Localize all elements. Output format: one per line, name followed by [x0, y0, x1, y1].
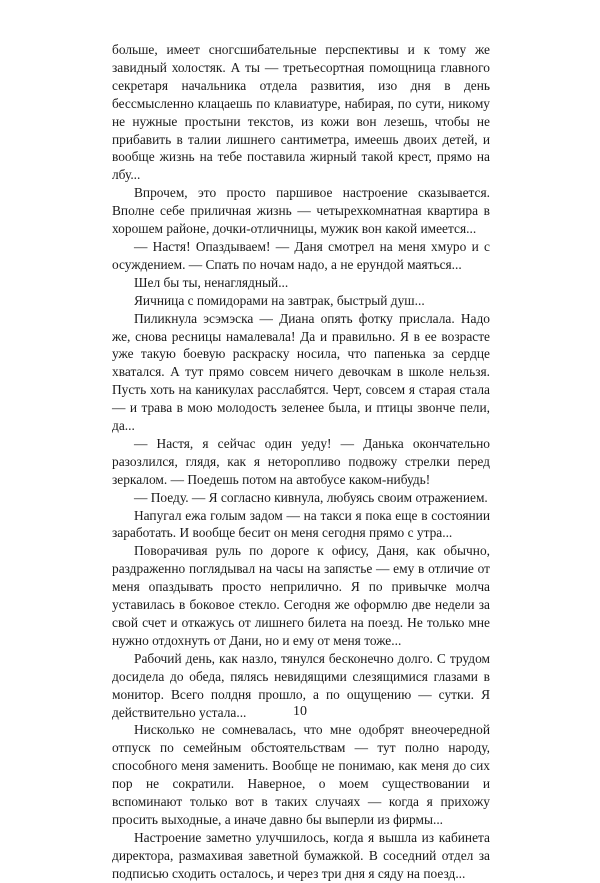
paragraph: Нисколько не сомневалась, что мне одобрят внеочередной отпуск по семейным обстоятельствам — тут полно народу, способного меня заменить. Вообще не понимаю, как меня до сих пор не сократили. Наверное, о моем существовании и вспоминают только вот в таких случаях — когда я прихожу просить выходные, а иначе давно бы выперли из фирмы...: [112, 722, 490, 827]
paragraph: Пиликнула эсэмэска — Диана опять фотку прислала. Надо же, снова ресницы намалевала! Да и правильно. Я в ее возрасте уже такую боевую раскраску носила, что папенька за сердце хватался. А тут прямо совсем ничего девочкам в школе нельзя. Пусть хоть на каникулах расслабятся. Черт, совсем я старая стала — и трава в мою молодость зеленее была, и птицы звонче пели, да...: [112, 310, 490, 434]
paragraph: больше, имеет сногсшибательные перспективы и к тому же завидный холостяк. А ты — третьесортная помощница главного секретаря начальника отдела развития, изо дня в день бессмысленно клацаешь по клавиатуре, набирая, по сути, никому не нужные простыни текстов, из кожи вон лезешь, чтобы не прибавить в талии лишнего сантиметра, имеешь двоих детей, и вообще жизнь на тебе поставила жирный такой крест, прямо на лбу...: [112, 42, 490, 183]
paragraph: — Настя, я сейчас один уеду! — Данька окончательно разозлился, глядя, как я неторопливо подвожу стрелки перед зеркалом. — Поедешь потом на автобусе каком-нибудь!: [112, 435, 490, 487]
paragraph: Поворачивая руль по дороге к офису, Даня, как обычно, раздраженно поглядывал на часы на запястье — ему в отличие от меня опаздывать просто неприлично. Я по привычке молча уставилась в боковое стекло. Сегодня же оформлю две недели за свой счет и откажусь от лишнего билета на поезд. Не только мне нужно отдохнуть от Дани, но и ему от меня тоже...: [112, 543, 490, 648]
paragraph: Впрочем, это просто паршивое настроение сказывается. Вполне себе приличная жизнь — четырехкомнатная квартира в хорошем районе, дочки-отличницы, мужик вон какой имеется...: [112, 185, 490, 237]
paragraph: Шел бы ты, ненаглядный...: [134, 274, 289, 290]
paragraph: — Настя! Опаздываем! — Даня смотрел на меня хмуро и с осуждением. — Спать по ночам надо, а не ерундой маяться...: [112, 238, 490, 272]
paragraph: Рабочий день, как назло, тянулся бесконечно долго. С трудом досидела до обеда, пялясь невидящими слезящимися глазами в монитор. Всего полдня прошло, а по ощущению — сутки. Я действительно устала...: [112, 650, 490, 720]
body-text: [112, 41, 490, 883]
paragraph: Напугал ежа голым задом — на такси я пока еще в состоянии заработать. И вообще бесит он меня сегодня прямо с утра...: [112, 507, 490, 541]
page-number: 10: [293, 704, 307, 719]
paragraph: Яичница с помидорами на завтрак, быстрый душ...: [134, 292, 425, 308]
paragraph: Настроение заметно улучшилось, когда я вышла из кабинета директора, размахивая заветной бумажкой. В соседний отдел за подписью сходить осталось, и через три дня я сяду на поезд...: [112, 829, 490, 881]
paragraph: — Поеду. — Я согласно кивнула, любуясь своим отражением.: [134, 489, 488, 505]
